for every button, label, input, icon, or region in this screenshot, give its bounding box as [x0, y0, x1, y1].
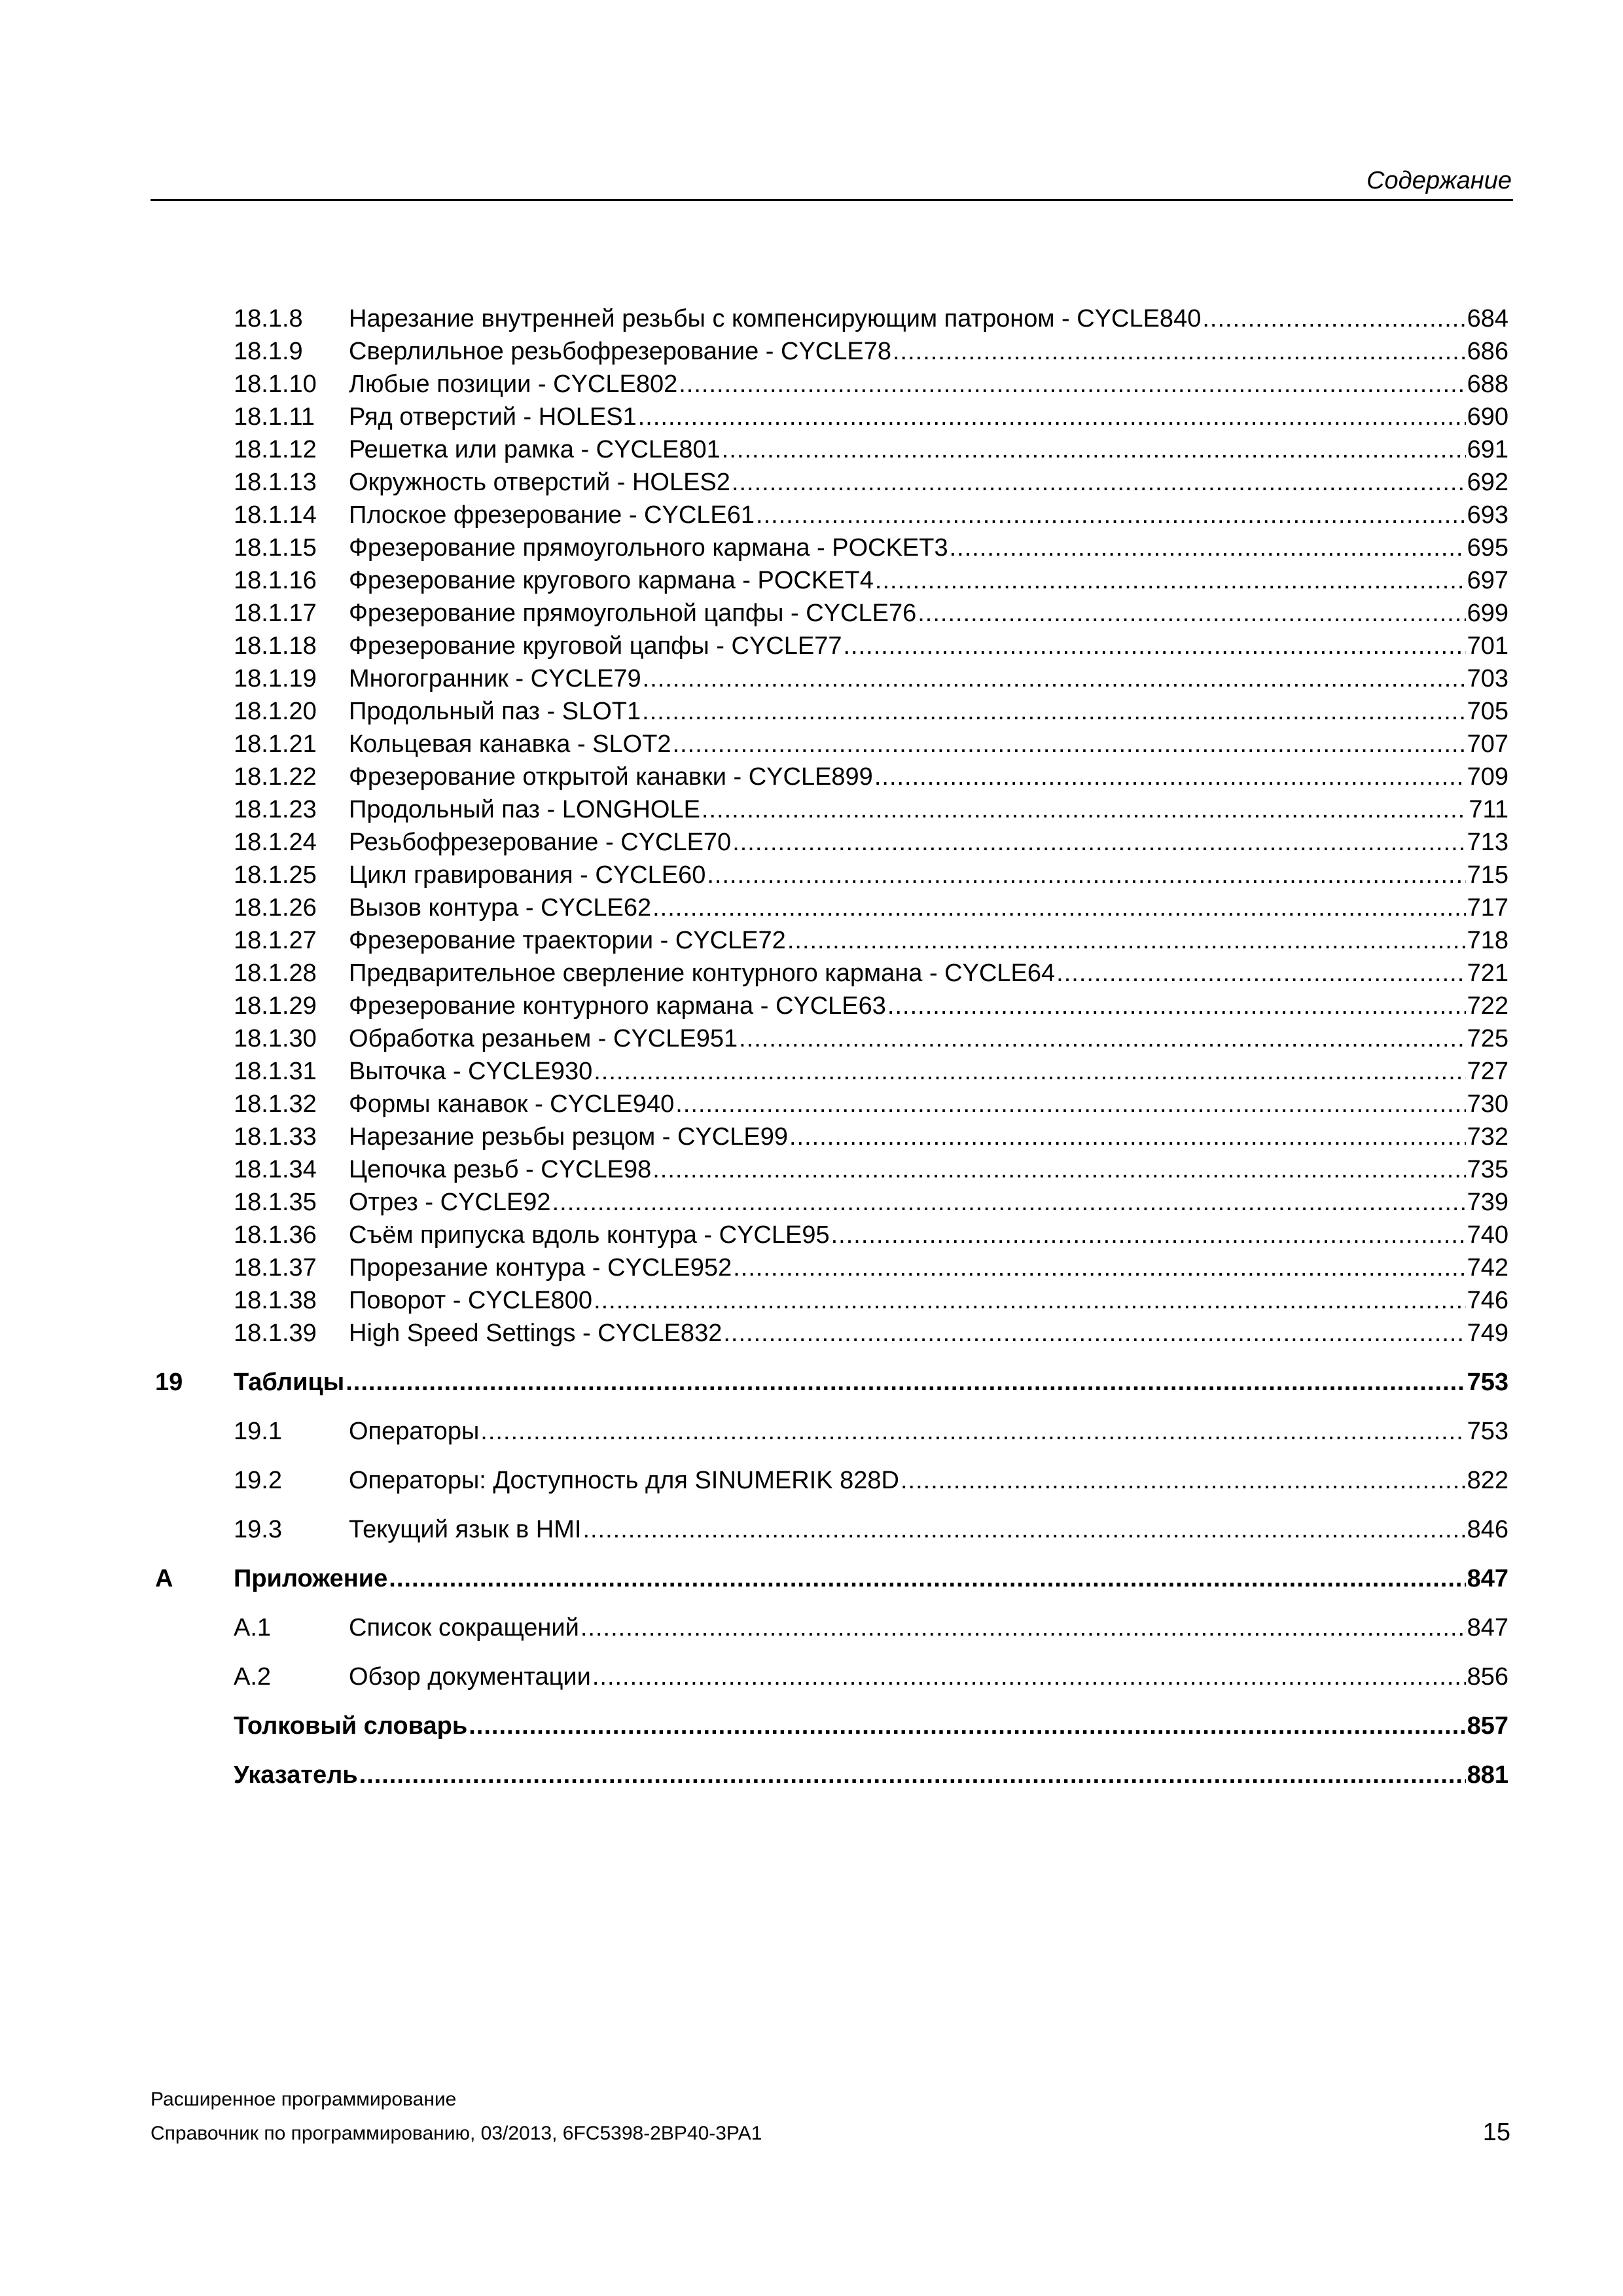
- toc-entry-number: 18.1.17: [234, 600, 317, 627]
- toc-entry-number: 18.1.25: [234, 861, 317, 889]
- toc-entry-line: [349, 1055, 1508, 1088]
- toc-entry-line: [234, 1562, 1508, 1595]
- toc-entry-title: Сверлильное резьбофрезерование - CYCLE78: [349, 338, 891, 365]
- toc-entry-title: Таблицы: [234, 1369, 345, 1396]
- toc-entry-number: 19.2: [234, 1467, 282, 1494]
- toc-entry-line: [234, 1366, 1508, 1399]
- toc-entry-number: A: [155, 1565, 173, 1592]
- toc-entry-page: 846: [1467, 1516, 1508, 1543]
- toc-leader-dots: [552, 1186, 1466, 1219]
- toc-entry-title: Плоское фрезерование - CYCLE61: [349, 501, 755, 529]
- toc-entry-number: 19.1: [234, 1418, 282, 1445]
- toc-entry-number: 18.1.11: [234, 403, 315, 431]
- toc-entry-page: 753: [1467, 1418, 1508, 1445]
- footer-manual-info: Справочник по программированию, 03/2013, 6FC5398-2BP40-3PA1: [151, 2123, 762, 2144]
- toc-entry-page: 686: [1467, 338, 1508, 365]
- toc-entry-line: [349, 1464, 1508, 1497]
- toc-entry-line: [349, 433, 1508, 466]
- toc-leader-dots: [918, 597, 1465, 630]
- toc-entry-page: 739: [1467, 1189, 1508, 1216]
- toc-entry-number: A.1: [234, 1614, 272, 1641]
- toc-entry-page: 699: [1467, 600, 1508, 627]
- toc-entry-page: 727: [1467, 1058, 1508, 1085]
- toc-entry-page: 847: [1467, 1614, 1508, 1641]
- toc-leader-dots: [594, 1284, 1466, 1317]
- toc-leader-dots: [844, 630, 1466, 662]
- toc-entry-title: Поворот - CYCLE800: [349, 1287, 593, 1314]
- toc-entry-line: [349, 302, 1508, 335]
- toc-entry-page: 735: [1467, 1156, 1508, 1183]
- toc-entry-title: Приложение: [234, 1565, 388, 1592]
- toc-entry-title: Решетка или рамка - CYCLE801: [349, 436, 721, 463]
- toc-entry-title: Фрезерование кругового кармана - POCKET4: [349, 567, 874, 594]
- toc-entry-title: Выточка - CYCLE930: [349, 1058, 593, 1085]
- toc-entry-page: 701: [1467, 632, 1508, 660]
- toc-entry-line: [349, 1186, 1508, 1219]
- toc-entry-page: 693: [1467, 501, 1508, 529]
- toc-entry-line: [349, 728, 1508, 761]
- toc-entry-line: [349, 826, 1508, 859]
- toc-entry-number: 18.1.26: [234, 894, 317, 922]
- toc-entry-title: Продольный паз - SLOT1: [349, 698, 641, 725]
- toc-entry-title: Цепочка резьб - CYCLE98: [349, 1156, 652, 1183]
- toc-entry-line: [349, 630, 1508, 662]
- toc-leader-dots: [652, 1153, 1465, 1186]
- toc-leader-dots: [582, 1513, 1465, 1546]
- footer-manual-title: Расширенное программирование: [151, 2089, 457, 2110]
- toc-entry-page: 730: [1467, 1090, 1508, 1118]
- toc-entry-title: Резьбофрезерование - CYCLE70: [349, 829, 732, 856]
- toc-entry-title: Окружность отверстий - HOLES2: [349, 469, 730, 496]
- page-header-title: Содержание: [1366, 167, 1512, 194]
- toc-entry-title: Предварительное сверление контурного кармана - CYCLE64: [349, 960, 1056, 987]
- toc-entry-number: 18.1.29: [234, 992, 317, 1020]
- toc-leader-dots: [950, 531, 1466, 564]
- toc-entry-line: [349, 924, 1508, 957]
- toc-entry-page: 847: [1467, 1565, 1508, 1592]
- toc-entry-title: Ряд отверстий - HOLES1: [349, 403, 637, 431]
- toc-entry-title: High Speed Settings - CYCLE832: [349, 1319, 722, 1347]
- toc-entry-number: 18.1.19: [234, 665, 317, 692]
- toc-leader-dots: [346, 1366, 1465, 1399]
- toc-entry-line: [349, 1251, 1508, 1284]
- toc-entry-number: 18.1.33: [234, 1123, 317, 1151]
- toc-leader-dots: [594, 1055, 1465, 1088]
- toc-entry-line: [349, 1022, 1508, 1055]
- toc-entry-title: Фрезерование траектории - CYCLE72: [349, 927, 786, 954]
- toc-leader-dots: [1202, 302, 1465, 335]
- toc-entry-number: 18.1.20: [234, 698, 317, 725]
- toc-entry-line: [349, 1415, 1508, 1448]
- toc-leader-dots: [756, 499, 1466, 531]
- toc-leader-dots: [638, 401, 1466, 433]
- toc-entry-number: 18.1.37: [234, 1254, 317, 1282]
- toc-leader-dots: [901, 1464, 1466, 1497]
- toc-entry-line: [349, 761, 1508, 793]
- toc-entry-title: Обзор документации: [349, 1663, 591, 1691]
- toc-leader-dots: [787, 924, 1466, 957]
- toc-entry-line: [349, 1660, 1508, 1693]
- toc-leader-dots: [702, 793, 1467, 826]
- toc-entry-number: 18.1.38: [234, 1287, 317, 1314]
- header-rule: [151, 199, 1513, 201]
- toc-entry-line: [349, 891, 1508, 924]
- toc-entry-page: 857: [1467, 1712, 1508, 1740]
- toc-entry-title: Список сокращений: [349, 1614, 579, 1641]
- toc-entry-title: Многогранник - CYCLE79: [349, 665, 641, 692]
- toc-leader-dots: [875, 564, 1466, 597]
- toc-entry-page: 749: [1467, 1319, 1508, 1347]
- toc-entry-line: [349, 1088, 1508, 1121]
- toc-entry-title: Фрезерование контурного кармана - CYCLE63: [349, 992, 886, 1020]
- toc-leader-dots: [1056, 957, 1465, 990]
- toc-entry-number: 18.1.13: [234, 469, 317, 496]
- toc-entry-page: 725: [1467, 1025, 1508, 1052]
- toc-entry-title: Фрезерование прямоугольной цапфы - CYCLE76: [349, 600, 917, 627]
- toc-entry-page: 692: [1467, 469, 1508, 496]
- toc-entry-page: 711: [1469, 796, 1508, 823]
- toc-entry-line: [349, 1513, 1508, 1546]
- toc-leader-dots: [723, 1317, 1465, 1350]
- toc-entry-title: Операторы: [349, 1418, 480, 1445]
- toc-entry-line: [349, 531, 1508, 564]
- toc-entry-page: 881: [1467, 1761, 1508, 1789]
- toc-entry-number: 18.1.36: [234, 1221, 317, 1249]
- toc-entry-title: Фрезерование открытой канавки - CYCLE899: [349, 763, 873, 791]
- toc-entry-line: [349, 401, 1508, 433]
- toc-entry-number: 18.1.31: [234, 1058, 317, 1085]
- toc-entry-number: 19: [155, 1369, 183, 1396]
- toc-entry-line: [349, 466, 1508, 499]
- toc-entry-number: 19.3: [234, 1516, 282, 1543]
- toc-entry-line: [349, 1611, 1508, 1644]
- toc-entry-line: [349, 957, 1508, 990]
- toc-entry-title: Съём припуска вдоль контура - CYCLE95: [349, 1221, 830, 1249]
- toc-entry-line: [349, 1317, 1508, 1350]
- toc-leader-dots: [732, 826, 1465, 859]
- toc-leader-dots: [733, 1251, 1465, 1284]
- toc-entry-page: 690: [1467, 403, 1508, 431]
- toc-entry-line: [349, 990, 1508, 1022]
- toc-leader-dots: [722, 433, 1466, 466]
- toc-leader-dots: [707, 859, 1465, 891]
- toc-entry-title: Любые позиции - CYCLE802: [349, 370, 678, 398]
- toc-leader-dots: [732, 466, 1466, 499]
- toc-entry-title: Указатель: [234, 1761, 358, 1789]
- toc-entry-title: Цикл гравирования - CYCLE60: [349, 861, 706, 889]
- toc-entry-number: 18.1.30: [234, 1025, 317, 1052]
- toc-entry-page: 732: [1467, 1123, 1508, 1151]
- toc-leader-dots: [652, 891, 1465, 924]
- toc-leader-dots: [673, 728, 1466, 761]
- toc-entry-page: 697: [1467, 567, 1508, 594]
- toc-entry-page: 707: [1467, 730, 1508, 758]
- toc-entry-page: 746: [1467, 1287, 1508, 1314]
- toc-leader-dots: [359, 1759, 1466, 1791]
- toc-entry-title: Нарезание внутренней резьбы с компенсирующим патроном - CYCLE840: [349, 305, 1202, 332]
- toc-entry-line: [349, 368, 1508, 401]
- toc-entry-page: 721: [1467, 960, 1508, 987]
- toc-entry-number: 18.1.15: [234, 534, 317, 562]
- toc-entry-line: [349, 1284, 1508, 1317]
- toc-leader-dots: [480, 1415, 1465, 1448]
- toc-entry-title: Кольцевая канавка - SLOT2: [349, 730, 671, 758]
- toc-entry-page: 703: [1467, 665, 1508, 692]
- toc-entry-page: 709: [1467, 763, 1508, 791]
- toc-entry-title: Отрез - CYCLE92: [349, 1189, 551, 1216]
- toc-entry-title: Обработка резаньем - CYCLE951: [349, 1025, 738, 1052]
- toc-entry-number: A.2: [234, 1663, 272, 1691]
- toc-leader-dots: [642, 695, 1465, 728]
- toc-entry-page: 717: [1467, 894, 1508, 922]
- toc-entry-number: 18.1.12: [234, 436, 317, 463]
- toc-leader-dots: [389, 1562, 1465, 1595]
- toc-entry-line: [234, 1759, 1508, 1791]
- toc-entry-number: 18.1.14: [234, 501, 317, 529]
- toc-entry-line: [349, 662, 1508, 695]
- toc-entry-number: 18.1.16: [234, 567, 317, 594]
- toc-entry-page: 718: [1467, 927, 1508, 954]
- toc-entry-number: 18.1.35: [234, 1189, 317, 1216]
- toc-entry-number: 18.1.23: [234, 796, 317, 823]
- toc-entry-number: 18.1.10: [234, 370, 317, 398]
- toc-entry-title: Формы канавок - CYCLE940: [349, 1090, 675, 1118]
- toc-entry-page: 740: [1467, 1221, 1508, 1249]
- toc-entry-number: 18.1.18: [234, 632, 317, 660]
- toc-entry-page: 722: [1467, 992, 1508, 1020]
- toc-entry-title: Фрезерование круговой цапфы - CYCLE77: [349, 632, 842, 660]
- toc-entry-title: Продольный паз - LONGHOLE: [349, 796, 700, 823]
- toc-entry-number: 18.1.21: [234, 730, 317, 758]
- toc-entry-line: [349, 499, 1508, 531]
- toc-entry-title: Нарезание резьбы резцом - CYCLE99: [349, 1123, 788, 1151]
- toc-entry-line: [349, 1153, 1508, 1186]
- toc-leader-dots: [874, 761, 1466, 793]
- toc-entry-line: [349, 859, 1508, 891]
- toc-entry-line: [234, 1710, 1508, 1742]
- toc-entry-line: [349, 1121, 1508, 1153]
- toc-entry-number: 18.1.28: [234, 960, 317, 987]
- toc-entry-page: 822: [1467, 1467, 1508, 1494]
- toc-leader-dots: [643, 662, 1466, 695]
- toc-entry-title: Фрезерование прямоугольного кармана - POCKET3: [349, 534, 948, 562]
- toc-leader-dots: [887, 990, 1466, 1022]
- toc-entry-page: 856: [1467, 1663, 1508, 1691]
- toc-entry-number: 18.1.39: [234, 1319, 317, 1347]
- toc-entry-line: [349, 564, 1508, 597]
- toc-entry-title: Текущий язык в HMI: [349, 1516, 582, 1543]
- toc-entry-page: 691: [1467, 436, 1508, 463]
- toc-entry-title: Операторы: Доступность для SINUMERIK 828D: [349, 1467, 899, 1494]
- toc-entry-number: 18.1.8: [234, 305, 303, 332]
- toc-entry-page: 695: [1467, 534, 1508, 562]
- toc-entry-line: [349, 1219, 1508, 1251]
- toc-leader-dots: [592, 1660, 1466, 1693]
- toc-entry-number: 18.1.24: [234, 829, 317, 856]
- toc-leader-dots: [739, 1022, 1465, 1055]
- toc-entry-page: 715: [1467, 861, 1508, 889]
- footer-page-number: 15: [1482, 2119, 1510, 2146]
- toc-entry-line: [349, 793, 1508, 826]
- toc-entry-title: Вызов контура - CYCLE62: [349, 894, 652, 922]
- toc-entry-title: Прорезание контура - CYCLE952: [349, 1254, 732, 1282]
- toc-entry-page: 713: [1467, 829, 1508, 856]
- toc-entry-page: 753: [1467, 1369, 1508, 1396]
- toc-entry-title: Толковый словарь: [234, 1712, 468, 1740]
- toc-entry-number: 18.1.22: [234, 763, 317, 791]
- toc-leader-dots: [831, 1219, 1466, 1251]
- toc-leader-dots: [675, 1088, 1465, 1121]
- toc-entry-line: [349, 597, 1508, 630]
- toc-entry-number: 18.1.27: [234, 927, 317, 954]
- toc-entry-page: 705: [1467, 698, 1508, 725]
- toc-entry-number: 18.1.32: [234, 1090, 317, 1118]
- toc-leader-dots: [580, 1611, 1466, 1644]
- toc-entry-page: 684: [1467, 305, 1508, 332]
- toc-entry-page: 742: [1467, 1254, 1508, 1282]
- toc-entry-number: 18.1.34: [234, 1156, 317, 1183]
- toc-entry-page: 688: [1467, 370, 1508, 398]
- toc-leader-dots: [789, 1121, 1466, 1153]
- toc-entry-line: [349, 695, 1508, 728]
- toc-leader-dots: [679, 368, 1465, 401]
- toc-entry-number: 18.1.9: [234, 338, 303, 365]
- toc-leader-dots: [469, 1710, 1465, 1742]
- toc-entry-line: [349, 335, 1508, 368]
- toc-leader-dots: [893, 335, 1466, 368]
